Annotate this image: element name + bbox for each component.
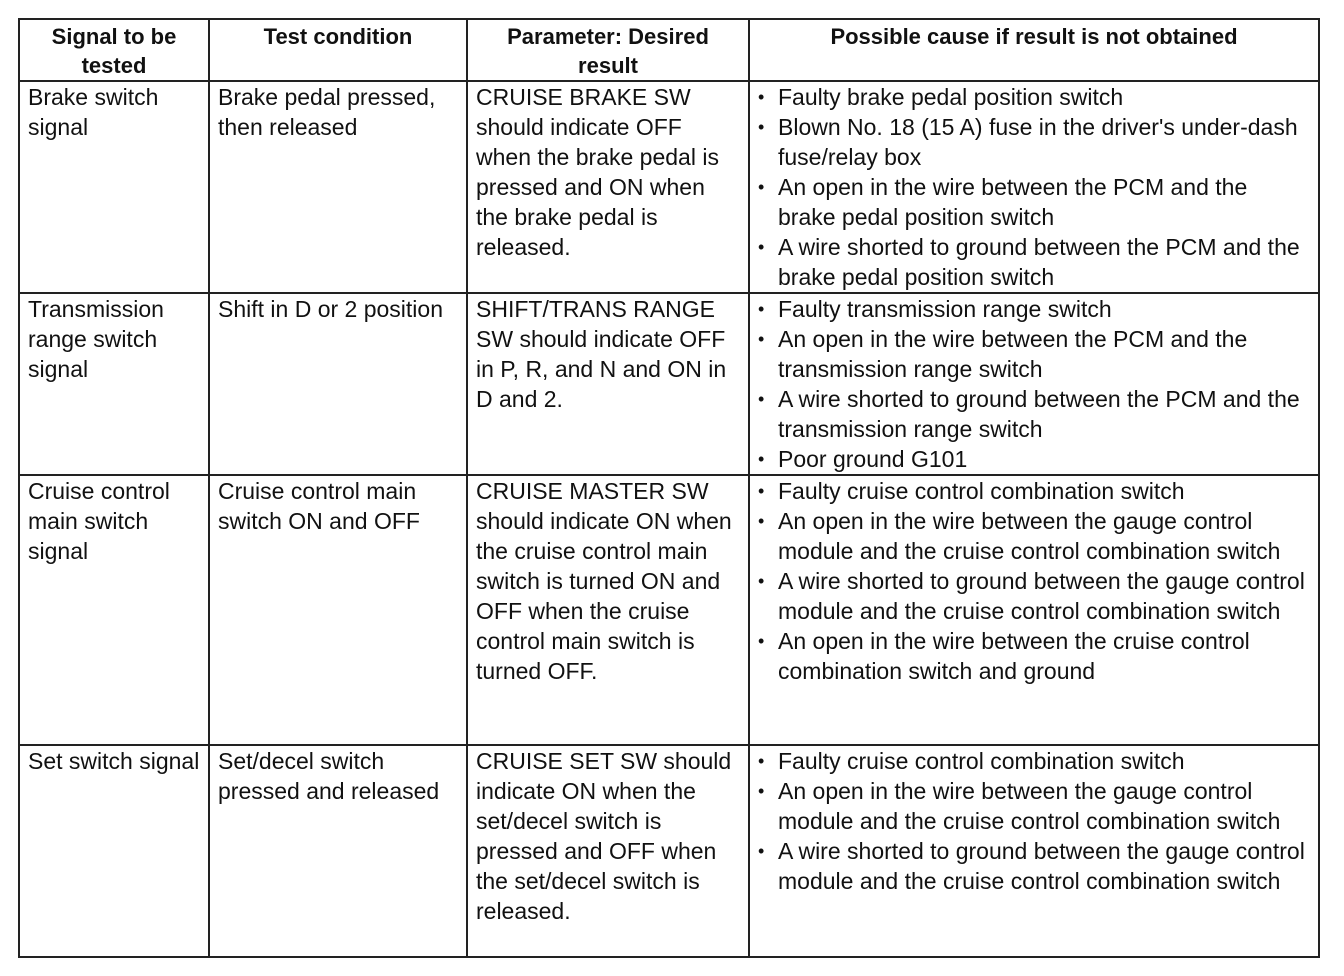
cause-item: • Blown No. 18 (15 A) fuse in the driver's under-dash fuse/relay box bbox=[778, 112, 1310, 172]
header-parameter: Parameter: Desired result bbox=[467, 19, 749, 81]
cause-list bbox=[758, 746, 1310, 896]
cause-cell bbox=[749, 293, 1319, 475]
signal-cell: Set switch signal bbox=[19, 745, 209, 957]
table-row bbox=[19, 81, 1319, 293]
parameter-cell: CRUISE SET SW should indicate ON when the set/decel switch is pressed and OFF when the set/decel switch is released. bbox=[467, 745, 749, 957]
table-row bbox=[19, 745, 1319, 957]
header-cause: Possible cause if result is not obtained bbox=[749, 19, 1319, 81]
cause-item: • A wire shorted to ground between the PCM and the transmission range switch bbox=[778, 384, 1310, 444]
cause-list bbox=[758, 294, 1310, 474]
parameter-cell: CRUISE MASTER SW should indicate ON when the cruise control main switch is turned ON and OFF when the cruise control main switch is turned OFF. bbox=[467, 475, 749, 745]
cause-item: • An open in the wire between the PCM and the brake pedal position switch bbox=[778, 172, 1310, 232]
cause-list bbox=[758, 82, 1310, 292]
condition-cell: Cruise control main switch ON and OFF bbox=[209, 475, 467, 745]
cause-item: • Faulty brake pedal position switch bbox=[778, 82, 1310, 112]
cause-item: • A wire shorted to ground between the gauge control module and the cruise control combination switch bbox=[778, 566, 1310, 626]
cause-list bbox=[758, 476, 1310, 686]
condition-cell: Brake pedal pressed, then released bbox=[209, 81, 467, 293]
cause-item: • An open in the wire between the gauge control module and the cruise control combination switch bbox=[778, 776, 1310, 836]
signal-cell: Cruise control main switch signal bbox=[19, 475, 209, 745]
cause-item: • An open in the wire between the gauge control module and the cruise control combination switch bbox=[778, 506, 1310, 566]
cause-item: • An open in the wire between the PCM and the transmission range switch bbox=[778, 324, 1310, 384]
cause-cell bbox=[749, 81, 1319, 293]
header-signal: Signal to be tested bbox=[19, 19, 209, 81]
header-row bbox=[19, 19, 1319, 81]
cause-item: • Faulty cruise control combination switch bbox=[778, 476, 1310, 506]
header-condition: Test condition bbox=[209, 19, 467, 81]
condition-cell: Set/decel switch pressed and released bbox=[209, 745, 467, 957]
cause-item: • Faulty cruise control combination switch bbox=[778, 746, 1310, 776]
parameter-cell: CRUISE BRAKE SW should indicate OFF when the brake pedal is pressed and ON when the brake pedal is released. bbox=[467, 81, 749, 293]
cause-item: • Faulty transmission range switch bbox=[778, 294, 1310, 324]
cause-item: • An open in the wire between the cruise control combination switch and ground bbox=[778, 626, 1310, 686]
diagnostic-table bbox=[18, 18, 1320, 958]
table-row bbox=[19, 293, 1319, 475]
cause-item: • A wire shorted to ground between the gauge control module and the cruise control combination switch bbox=[778, 836, 1310, 896]
table-row bbox=[19, 475, 1319, 745]
parameter-cell: SHIFT/TRANS RANGE SW should indicate OFF in P, R, and N and ON in D and 2. bbox=[467, 293, 749, 475]
condition-cell: Shift in D or 2 position bbox=[209, 293, 467, 475]
cause-item: • Poor ground G101 bbox=[778, 444, 1310, 474]
cause-item: • A wire shorted to ground between the PCM and the brake pedal position switch bbox=[778, 232, 1310, 292]
signal-cell: Brake switch signal bbox=[19, 81, 209, 293]
signal-cell: Transmission range switch signal bbox=[19, 293, 209, 475]
cause-cell bbox=[749, 475, 1319, 745]
cause-cell bbox=[749, 745, 1319, 957]
